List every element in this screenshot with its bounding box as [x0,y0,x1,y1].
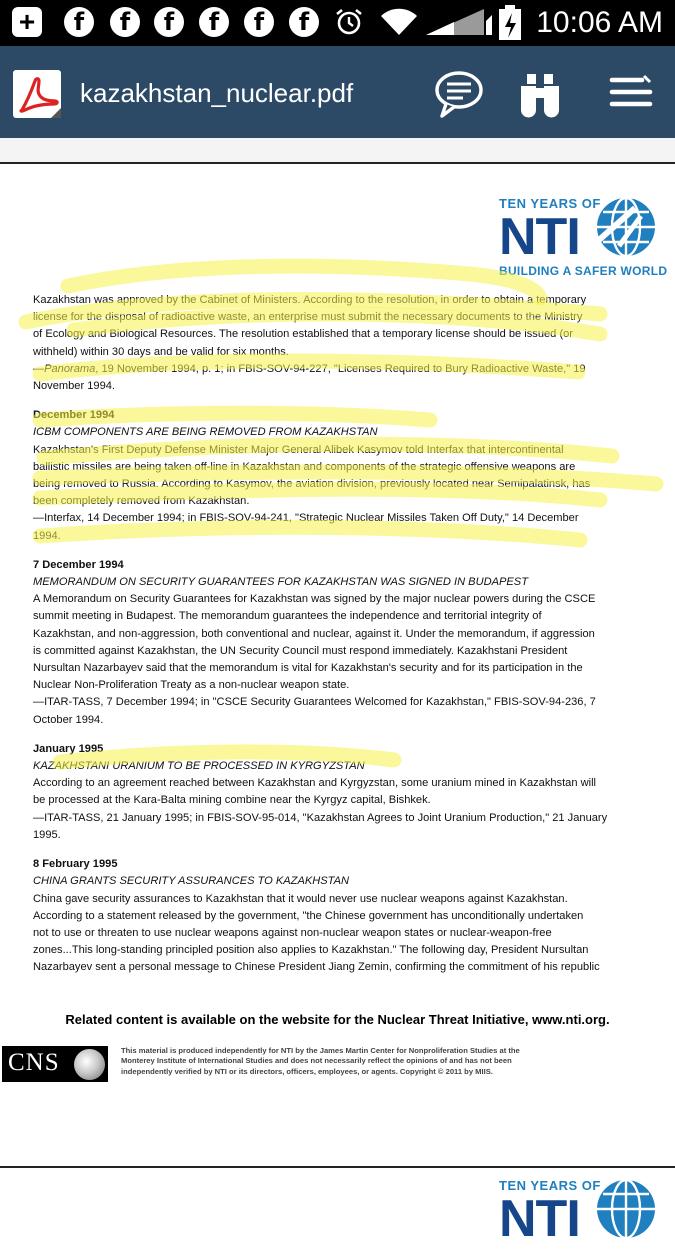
cns-label: CNS [8,1049,60,1076]
page-separator [0,138,675,164]
citation-rest: , 19 November 1994, p. 1; in FBIS-SOV-94-227, "Licenses Required to Bury Radioactive Waste," 19 [95,362,586,375]
article-body [33,292,613,977]
facebook-icon: f [64,7,94,37]
text-line: China gave security assurances to Kazakhstan that it would never use nuclear weapons against Kazakhstan. [33,892,568,905]
nti-logo-next-page [499,1178,661,1248]
facebook-icon: f [244,7,274,37]
entry-date: January 1995 [33,742,104,755]
facebook-icon: f [110,7,140,37]
binoculars-icon [513,68,567,120]
globe-icon [595,196,657,258]
alarm-icon [334,7,364,37]
citation-dash: — [33,362,45,375]
related-content-note: Related content is available on the website for the Nuclear Threat Initiative, www.nti.org. [65,1012,610,1027]
pdf-page[interactable] [0,166,675,1248]
facebook-icon: f [199,7,229,37]
page-separator [0,1166,675,1168]
pdf-file-icon[interactable] [13,70,61,118]
text-line: A Memorandum on Security Guarantees for Kazakhstan was signed by the major nuclear powers during the CSCE [33,593,596,606]
text-line: 1994. [33,529,61,542]
disclaimer [121,1046,591,1077]
text-line: 1995. [33,828,61,841]
entry-date: December 1994 [33,409,115,422]
logo-tagline: BUILDING A SAFER WORLD [499,264,668,278]
cns-logo [2,1046,108,1082]
disclaimer-line: This material is produced independently for NTI by the James Martin Center for Nonproliferation Studies at the [121,1046,520,1055]
app-toolbar [0,46,675,138]
facebook-icon: f [154,7,184,37]
text-line: license for the disposal of radioactive waste, an enterprise must submit the necessary documents to the Ministry [33,311,583,324]
globe-icon [74,1049,105,1080]
menu-button[interactable] [604,68,658,120]
logo-line1: TEN YEARS OF [499,1178,601,1193]
wifi-icon [378,7,420,37]
text-line: —Interfax, 14 December 1994; in FBIS-SOV-94-241, "Strategic Nuclear Missiles Taken Off Duty," 14 December [33,512,579,525]
citation-publication: Panorama [44,362,96,375]
entry-headline: KAZAKHSTANI URANIUM TO BE PROCESSED IN KYRGYZSTAN [33,760,365,773]
text-line: Nuclear Non-Proliferation Treaty as a non-nuclear weapon state. [33,679,350,692]
text-line: summit meeting in Budapest. The memorandum guarantees the independence and territorial integrity of [33,610,542,623]
menu-icon [604,68,658,120]
entry-date: 8 February 1995 [33,858,118,871]
signal-icon [424,7,492,37]
text-line: is committed against Kazakhstan, the UN Security Council must respond immediately. Kazakhstani President [33,644,568,657]
logo-line1: TEN YEARS OF [499,196,601,211]
find-button[interactable] [513,68,567,120]
facebook-icon: f [289,7,319,37]
logo-acronym: NTI [499,208,580,266]
text-line: not to use or threaten to use nuclear weapons against non-nuclear weapon states or nuclear-weapon-free [33,926,552,939]
entry-headline: CHINA GRANTS SECURITY ASSURANCES TO KAZAKHSTAN [33,875,350,888]
entry-headline: ICBM COMPONENTS ARE BEING REMOVED FROM KAZAKHSTAN [33,426,378,439]
text-line: be processed at the Kara-Balta mining combine near the Kyrgyz capital, Bishkek. [33,794,431,807]
entry-headline: MEMORANDUM ON SECURITY GUARANTEES FOR KAZAKHSTAN WAS SIGNED IN BUDAPEST [33,576,528,589]
text-line: —ITAR-TASS, 7 December 1994; in "CSCE Security Guarantees Welcomed for Kazakhstan," FBIS-SOV-94-236, 7 [33,696,596,709]
text-line: of Ecology and Biological Resources. The resolution established that a temporary license should be issued (or [33,328,573,341]
status-bar [0,0,675,46]
text-line: ballistic missiles are being taken off-line in Kazakhstan and components of the strategic offensive weapons are [33,460,576,473]
text-line: withheld) within 30 days and be valid for six months. [33,345,289,358]
disclaimer-line: independently verified by NTI or its directors, officers, employees, or agents. Copyright © 2011 by MIIS. [121,1066,493,1076]
text-line: Kazakhstan was approved by the Cabinet of Ministers. According to the resolution, in order to obtain a temporary [33,294,587,306]
add-icon: + [12,7,42,37]
battery-charging-icon [498,5,522,41]
text-line: —ITAR-TASS, 21 January 1995; in FBIS-SOV-95-014, "Kazakhstan Agrees to Joint Uranium Production," 21 January [33,811,608,824]
clock: 10:06 AM [536,6,663,39]
text-line: According to an agreement reached between Kazakhstan and Kyrgyzstan, some uranium mined in Kazakhstan will [33,777,597,790]
text-line: Kazakhstan's First Deputy Defense Minister Major General Alibek Kasymov told Interfax that intercontinental [33,443,564,456]
source-citation [33,361,613,378]
logo-acronym: NTI [499,1190,580,1248]
text-line: Nursultan Nazarbayev said that the memorandum is vital for Kazakhstan's security and for its participation in the [33,662,583,675]
comment-button[interactable] [432,68,486,120]
text-line: being removed to Russia. According to Kasymov, the aviation division, previously located near Semipalatinsk, has [33,478,591,491]
text-line: Kazakhstan, and non-aggression, both conventional and nuclear, against it. Under the memorandum, if aggression [33,627,595,640]
comment-icon [432,68,486,120]
nti-logo [499,194,668,280]
text-line: According to a statement released by the government, "the Chinese government has unconditionally undertaken [33,909,584,922]
text-line: zones...This long-standing principled position also applies to Kazakhstan." The following day, President Nursultan [33,944,589,957]
text-line: Nazarbayev sent a personal message to Chinese President Jiang Zemin, confirming the commitment of his republic [33,961,600,974]
text-line: November 1994. [33,380,116,393]
entry-date: 7 December 1994 [33,558,124,571]
globe-icon [595,1178,657,1240]
text-line: October 1994. [33,713,104,726]
disclaimer-line: Monterey Institute of International Studies and does not necessarily reflect the opinions of and has not been [121,1056,512,1066]
text-line: been completely removed from Kazakhstan. [33,495,250,508]
document-title: kazakhstan_nuclear.pdf [80,78,354,108]
